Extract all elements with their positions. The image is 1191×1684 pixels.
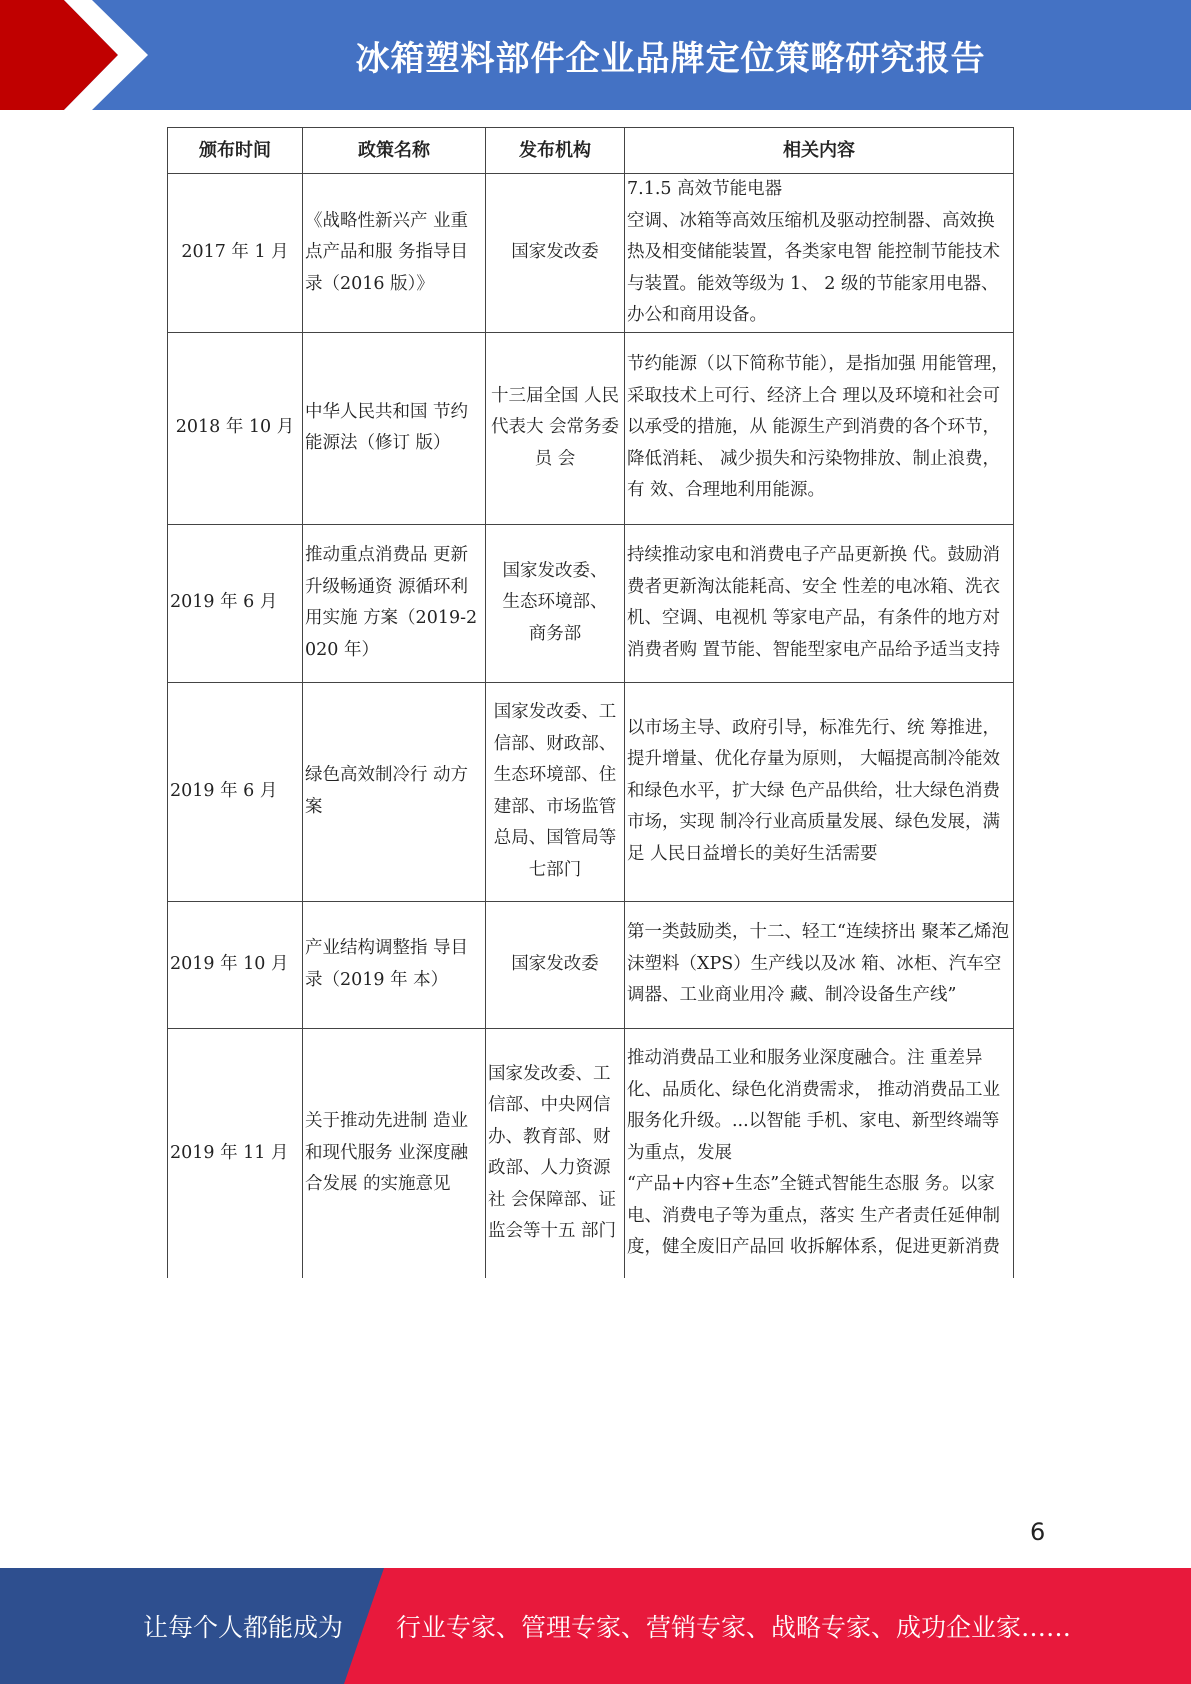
footer-slogan-right: 行业专家、管理专家、营销专家、战略专家、成功企业家…… bbox=[396, 1613, 1072, 1642]
table-row bbox=[168, 682, 1014, 901]
cell-date: 2017 年 1 月 bbox=[168, 174, 303, 333]
cell-date: 2019 年 11 月 bbox=[168, 1028, 303, 1278]
cell-policy-name: 《战略性新兴产 业重点产品和服 务指导目录（2016 版）》 bbox=[303, 174, 486, 333]
cell-date: 2019 年 10 月 bbox=[168, 901, 303, 1028]
cell-content: 以市场主导、政府引导，标准先行、统 筹推进，提升增量、优化存量为原则， 大幅提高制冷能效和绿色水平，扩大绿 色产品供给，壮大绿色消费市场，实现 制冷行业高质量发展、绿色发展，满足 人民日益增长的美好生活需要 bbox=[625, 682, 1014, 901]
cell-content: 节约能源（以下简称节能），是指加强 用能管理，采取技术上可行、经济上合 理以及环境和社会可以承受的措施，从 能源生产到消费的各个环节，降低消耗、 减少损失和污染物排放、制止浪费，有 效、合理地利用能源。 bbox=[625, 332, 1014, 524]
column-header-name: 政策名称 bbox=[303, 128, 486, 174]
cell-content: 第一类鼓励类，十二、轻工“连续挤出 聚苯乙烯泡沫塑料（XPS）生产线以及冰 箱、冰柜、汽车空调器、工业商业用冷 藏、制冷设备生产线” bbox=[625, 901, 1014, 1028]
cell-publisher: 十三届全国 人民代表大 会常务委员 会 bbox=[486, 332, 625, 524]
page-number: 6 bbox=[1030, 1518, 1046, 1546]
table-row bbox=[168, 332, 1014, 524]
column-header-date: 颁布时间 bbox=[168, 128, 303, 174]
cell-policy-name: 绿色高效制冷行 动方案 bbox=[303, 682, 486, 901]
cell-policy-name: 中华人民共和国 节约能源法（修订 版） bbox=[303, 332, 486, 524]
cell-date: 2019 年 6 月 bbox=[168, 682, 303, 901]
cell-content: 推动消费品工业和服务业深度融合。注 重差异化、品质化、绿色化消费需求， 推动消费品工业服务化升级。...以智能 手机、家电、新型终端等为重点，发展 “产品+内容+生态”全链式智能生态服 务。以家电、消费电子等为重点，落实 生产者责任延伸制度，健全废旧产品回 收拆解体系，促进更新消费 bbox=[625, 1028, 1014, 1278]
cell-content: 7.1.5 高效节能电器 空调、冰箱等高效压缩机及驱动控制器、高效换热及相变储能装置，各类家电智 能控制节能技术与装置。能效等级为 1、 2 级的节能家用电器、办公和商用设备。 bbox=[625, 174, 1014, 333]
cell-date: 2018 年 10 月 bbox=[168, 332, 303, 524]
cell-publisher: 国家发改委、 生态环境部、 商务部 bbox=[486, 524, 625, 682]
cell-policy-name: 推动重点消费品 更新升级畅通资 源循环利用实施 方案（2019-2020 年） bbox=[303, 524, 486, 682]
table-row bbox=[168, 901, 1014, 1028]
table-row bbox=[168, 174, 1014, 333]
footer-slogan-left: 让每个人都能成为 bbox=[143, 1613, 344, 1642]
cell-policy-name: 产业结构调整指 导目录（2019 年 本） bbox=[303, 901, 486, 1028]
footer-banner bbox=[0, 1568, 1191, 1684]
cell-publisher: 国家发改委、工信部、财政部、生态环境部、住建部、市场监管总局、国管局等七部门 bbox=[486, 682, 625, 901]
policy-table bbox=[167, 127, 1014, 1278]
table-header-row bbox=[168, 128, 1014, 174]
cell-publisher: 国家发改委 bbox=[486, 174, 625, 333]
table-row bbox=[168, 524, 1014, 682]
cell-policy-name: 关于推动先进制 造业和现代服务 业深度融合发展 的实施意见 bbox=[303, 1028, 486, 1278]
cell-date: 2019 年 6 月 bbox=[168, 524, 303, 682]
report-title: 冰箱塑料部件企业品牌定位策略研究报告 bbox=[355, 38, 986, 79]
cell-publisher: 国家发改委 bbox=[486, 901, 625, 1028]
cell-publisher: 国家发改委、工信部、中央网信办、教育部、财政部、人力资源社 会保障部、证 监会等十五 部门 bbox=[486, 1028, 625, 1278]
column-header-content: 相关内容 bbox=[625, 128, 1014, 174]
cell-content: 持续推动家电和消费电子产品更新换 代。鼓励消费者更新淘汰能耗高、安全 性差的电冰箱、洗衣机、空调、电视机 等家电产品，有条件的地方对消费者购 置节能、智能型家电产品给予适当支持 bbox=[625, 524, 1014, 682]
header-banner bbox=[0, 0, 1191, 110]
table-row bbox=[168, 1028, 1014, 1278]
column-header-org: 发布机构 bbox=[486, 128, 625, 174]
